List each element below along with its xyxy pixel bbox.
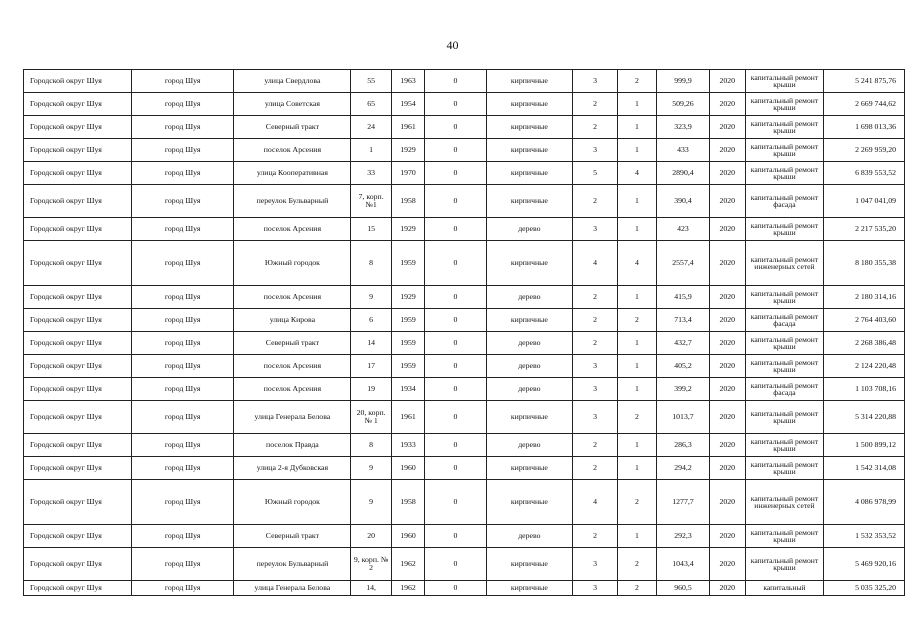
cell-city: город Шуя [131,70,233,93]
cell-work-type: капитальный ремонт крыши [745,139,824,162]
cell-plan-year: 2020 [710,116,745,139]
cell-wall-material: кирпичные [486,162,573,185]
cell-district: Городской округ Шуя [24,434,132,457]
cell-city: город Шуя [131,241,233,286]
cell-floors: 5 [573,162,618,185]
cell-plan-year: 2020 [710,401,745,434]
cell-area: 2890,4 [656,162,709,185]
cell-cost: 5 314 220,88 [824,401,905,434]
cell-year-built: 1970 [391,162,425,185]
cell-floors: 2 [573,309,618,332]
cell-wall-material: кирпичные [486,139,573,162]
cell-work-type: капитальный ремонт крыши [745,218,824,241]
cell-year-other: 0 [425,548,486,581]
cell-wall-material: кирпичные [486,70,573,93]
cell-area: 1043,4 [656,548,709,581]
cell-house-number: 14, [351,581,391,596]
page-number: 40 [446,38,459,52]
cell-city: город Шуя [131,185,233,218]
cell-wall-material: кирпичные [486,116,573,139]
cell-floors: 2 [573,93,618,116]
cell-district: Городской округ Шуя [24,332,132,355]
cell-city: город Шуя [131,457,233,480]
cell-cost: 5 469 920,16 [824,548,905,581]
cell-year-built: 1933 [391,434,425,457]
cell-entrances: 1 [617,185,656,218]
cell-entrances: 1 [617,434,656,457]
cell-city: город Шуя [131,355,233,378]
cell-district: Городской округ Шуя [24,286,132,309]
cell-house-number: 55 [351,70,391,93]
cell-wall-material: кирпичные [486,480,573,525]
cell-city: город Шуя [131,218,233,241]
table-row [24,355,905,378]
cell-cost: 2 669 744,62 [824,93,905,116]
cell-wall-material: дерево [486,355,573,378]
cell-area: 323,9 [656,116,709,139]
cell-entrances: 2 [617,309,656,332]
cell-wall-material: кирпичные [486,309,573,332]
cell-house-number: 7, корп. №1 [351,185,391,218]
cell-district: Городской округ Шуя [24,457,132,480]
cell-city: город Шуя [131,581,233,596]
cell-work-type: капитальный ремонт фасада [745,378,824,401]
table-row [24,162,905,185]
cell-plan-year: 2020 [710,480,745,525]
cell-year-built: 1934 [391,378,425,401]
cell-work-type: капитальный ремонт инженерных сетей [745,241,824,286]
cell-year-other: 0 [425,401,486,434]
cell-cost: 1 698 013,36 [824,116,905,139]
cell-cost: 6 839 553,52 [824,162,905,185]
cell-house-number: 8 [351,434,391,457]
cell-entrances: 4 [617,241,656,286]
cell-wall-material: дерево [486,378,573,401]
table-row [24,241,905,286]
cell-work-type: капитальный ремонт крыши [745,93,824,116]
cell-wall-material: кирпичные [486,93,573,116]
table-row [24,286,905,309]
cell-district: Городской округ Шуя [24,70,132,93]
table-row [24,70,905,93]
cell-house-number: 65 [351,93,391,116]
cell-district: Городской округ Шуя [24,162,132,185]
table-row [24,93,905,116]
cell-wall-material: дерево [486,434,573,457]
cell-year-other: 0 [425,525,486,548]
cell-year-built: 1958 [391,185,425,218]
housing-registry-table [23,69,905,596]
cell-house-number: 15 [351,218,391,241]
cell-city: город Шуя [131,139,233,162]
cell-cost: 1 542 314,08 [824,457,905,480]
cell-house-number: 9 [351,286,391,309]
cell-entrances: 1 [617,332,656,355]
cell-floors: 4 [573,480,618,525]
table-row [24,378,905,401]
cell-plan-year: 2020 [710,332,745,355]
table-row [24,480,905,525]
cell-house-number: 8 [351,241,391,286]
cell-cost: 5 035 325,20 [824,581,905,596]
cell-street: переулок Бульварный [234,185,351,218]
cell-floors: 2 [573,116,618,139]
cell-year-built: 1959 [391,241,425,286]
cell-city: город Шуя [131,434,233,457]
cell-city: город Шуя [131,401,233,434]
cell-year-built: 1961 [391,116,425,139]
cell-area: 423 [656,218,709,241]
table-row [24,218,905,241]
cell-year-built: 1929 [391,286,425,309]
cell-floors: 2 [573,434,618,457]
cell-city: город Шуя [131,286,233,309]
cell-cost: 2 269 959,20 [824,139,905,162]
cell-plan-year: 2020 [710,457,745,480]
cell-area: 713,4 [656,309,709,332]
cell-wall-material: кирпичные [486,241,573,286]
cell-district: Городской округ Шуя [24,378,132,401]
cell-house-number: 1 [351,139,391,162]
cell-cost: 8 180 355,38 [824,241,905,286]
cell-area: 292,3 [656,525,709,548]
cell-district: Городской округ Шуя [24,581,132,596]
cell-house-number: 24 [351,116,391,139]
cell-wall-material: дерево [486,332,573,355]
cell-year-built: 1958 [391,480,425,525]
cell-district: Городской округ Шуя [24,185,132,218]
cell-year-other: 0 [425,185,486,218]
cell-district: Городской округ Шуя [24,93,132,116]
cell-cost: 2 217 535,20 [824,218,905,241]
cell-year-built: 1961 [391,401,425,434]
cell-entrances: 4 [617,162,656,185]
cell-entrances: 2 [617,581,656,596]
cell-entrances: 1 [617,457,656,480]
cell-city: город Шуя [131,480,233,525]
cell-entrances: 2 [617,480,656,525]
cell-floors: 2 [573,457,618,480]
cell-cost: 1 500 899,12 [824,434,905,457]
cell-plan-year: 2020 [710,355,745,378]
cell-entrances: 1 [617,139,656,162]
cell-floors: 2 [573,286,618,309]
cell-year-built: 1960 [391,457,425,480]
cell-house-number: 20, корп. № 1 [351,401,391,434]
cell-house-number: 6 [351,309,391,332]
cell-year-built: 1960 [391,525,425,548]
table-row [24,139,905,162]
cell-area: 2557,4 [656,241,709,286]
cell-year-other: 0 [425,434,486,457]
cell-street: поселок Правда [234,434,351,457]
cell-floors: 3 [573,218,618,241]
cell-floors: 3 [573,139,618,162]
cell-house-number: 33 [351,162,391,185]
cell-house-number: 9 [351,457,391,480]
cell-year-built: 1929 [391,218,425,241]
cell-house-number: 17 [351,355,391,378]
cell-plan-year: 2020 [710,525,745,548]
cell-cost: 2 764 403,60 [824,309,905,332]
cell-district: Городской округ Шуя [24,241,132,286]
cell-area: 405,2 [656,355,709,378]
cell-district: Городской округ Шуя [24,355,132,378]
cell-plan-year: 2020 [710,241,745,286]
cell-area: 960,5 [656,581,709,596]
table-row [24,434,905,457]
cell-floors: 3 [573,548,618,581]
cell-city: город Шуя [131,309,233,332]
cell-district: Городской округ Шуя [24,139,132,162]
cell-district: Городской округ Шуя [24,548,132,581]
cell-year-built: 1959 [391,309,425,332]
cell-district: Городской округ Шуя [24,218,132,241]
cell-entrances: 1 [617,93,656,116]
cell-work-type: капитальный ремонт инженерных сетей [745,480,824,525]
cell-work-type: капитальный ремонт крыши [745,401,824,434]
table-row [24,309,905,332]
cell-cost: 4 086 978,99 [824,480,905,525]
cell-year-other: 0 [425,378,486,401]
cell-area: 390,4 [656,185,709,218]
cell-city: город Шуя [131,116,233,139]
cell-year-built: 1962 [391,581,425,596]
cell-city: город Шуя [131,162,233,185]
table-row [24,332,905,355]
cell-street: переулок Бульварный [234,548,351,581]
cell-floors: 3 [573,401,618,434]
cell-year-other: 0 [425,241,486,286]
cell-entrances: 2 [617,548,656,581]
cell-street: Северный тракт [234,116,351,139]
cell-plan-year: 2020 [710,378,745,401]
cell-entrances: 1 [617,355,656,378]
cell-wall-material: дерево [486,218,573,241]
cell-city: город Шуя [131,332,233,355]
cell-street: Южный городок [234,241,351,286]
cell-year-other: 0 [425,309,486,332]
cell-area: 286,3 [656,434,709,457]
cell-district: Городской округ Шуя [24,480,132,525]
cell-wall-material: дерево [486,286,573,309]
cell-plan-year: 2020 [710,70,745,93]
cell-street: Южный городок [234,480,351,525]
cell-year-other: 0 [425,355,486,378]
table-row [24,548,905,581]
cell-district: Городской округ Шуя [24,116,132,139]
cell-year-other: 0 [425,286,486,309]
table-row [24,185,905,218]
table-row [24,401,905,434]
cell-year-other: 0 [425,93,486,116]
cell-floors: 2 [573,525,618,548]
cell-plan-year: 2020 [710,434,745,457]
cell-work-type: капитальный ремонт крыши [745,457,824,480]
cell-floors: 3 [573,378,618,401]
cell-wall-material: кирпичные [486,581,573,596]
cell-street: улица Свердлова [234,70,351,93]
cell-floors: 2 [573,332,618,355]
cell-work-type: капитальный ремонт крыши [745,116,824,139]
cell-wall-material: кирпичные [486,548,573,581]
cell-house-number: 9, корп. № 2 [351,548,391,581]
cell-year-other: 0 [425,162,486,185]
cell-house-number: 14 [351,332,391,355]
cell-plan-year: 2020 [710,139,745,162]
cell-area: 294,2 [656,457,709,480]
cell-district: Городской округ Шуя [24,401,132,434]
cell-city: город Шуя [131,548,233,581]
cell-entrances: 1 [617,218,656,241]
cell-year-other: 0 [425,480,486,525]
table-row [24,116,905,139]
cell-area: 415,9 [656,286,709,309]
cell-plan-year: 2020 [710,218,745,241]
cell-house-number: 9 [351,480,391,525]
cell-cost: 2 268 386,48 [824,332,905,355]
cell-work-type: капитальный ремонт крыши [745,162,824,185]
cell-city: город Шуя [131,525,233,548]
cell-entrances: 1 [617,378,656,401]
table-row [24,457,905,480]
cell-work-type: капитальный [745,581,824,596]
cell-work-type: капитальный ремонт крыши [745,548,824,581]
cell-year-built: 1963 [391,70,425,93]
cell-year-built: 1959 [391,355,425,378]
cell-floors: 4 [573,241,618,286]
cell-work-type: капитальный ремонт фасада [745,309,824,332]
cell-work-type: капитальный ремонт крыши [745,332,824,355]
cell-area: 999,9 [656,70,709,93]
cell-city: город Шуя [131,93,233,116]
cell-street: Северный тракт [234,525,351,548]
cell-work-type: капитальный ремонт крыши [745,525,824,548]
cell-year-other: 0 [425,139,486,162]
cell-floors: 3 [573,581,618,596]
cell-wall-material: кирпичные [486,457,573,480]
cell-plan-year: 2020 [710,581,745,596]
cell-area: 399,2 [656,378,709,401]
registry-table-body [24,70,905,596]
cell-work-type: капитальный ремонт крыши [745,70,824,93]
table-row [24,525,905,548]
cell-work-type: капитальный ремонт фасада [745,185,824,218]
cell-year-other: 0 [425,116,486,139]
cell-work-type: капитальный ремонт крыши [745,355,824,378]
cell-plan-year: 2020 [710,162,745,185]
cell-cost: 2 124 220,48 [824,355,905,378]
cell-year-built: 1959 [391,332,425,355]
cell-street: улица 2-я Дубковская [234,457,351,480]
cell-floors: 2 [573,185,618,218]
cell-street: улица Кооперативная [234,162,351,185]
cell-year-other: 0 [425,581,486,596]
cell-wall-material: кирпичные [486,185,573,218]
cell-street: улица Генерала Белова [234,581,351,596]
cell-district: Городской округ Шуя [24,309,132,332]
cell-work-type: капитальный ремонт крыши [745,286,824,309]
cell-plan-year: 2020 [710,309,745,332]
cell-work-type: капитальный ремонт крыши [745,434,824,457]
cell-year-built: 1962 [391,548,425,581]
cell-year-other: 0 [425,332,486,355]
cell-street: улица Кирова [234,309,351,332]
cell-street: улица Генерала Белова [234,401,351,434]
cell-street: поселок Арсения [234,218,351,241]
cell-year-built: 1929 [391,139,425,162]
cell-house-number: 19 [351,378,391,401]
cell-street: Северный тракт [234,332,351,355]
cell-area: 432,7 [656,332,709,355]
cell-street: поселок Арсения [234,378,351,401]
cell-plan-year: 2020 [710,286,745,309]
cell-entrances: 1 [617,116,656,139]
cell-house-number: 20 [351,525,391,548]
cell-district: Городской округ Шуя [24,525,132,548]
cell-wall-material: дерево [486,525,573,548]
cell-area: 433 [656,139,709,162]
cell-street: поселок Арсения [234,355,351,378]
cell-area: 1013,7 [656,401,709,434]
cell-entrances: 2 [617,401,656,434]
cell-year-other: 0 [425,70,486,93]
cell-area: 1277,7 [656,480,709,525]
cell-cost: 2 180 314,16 [824,286,905,309]
cell-entrances: 2 [617,70,656,93]
cell-year-other: 0 [425,218,486,241]
cell-cost: 1 103 708,16 [824,378,905,401]
cell-plan-year: 2020 [710,93,745,116]
cell-street: поселок Арсения [234,139,351,162]
cell-plan-year: 2020 [710,185,745,218]
cell-entrances: 1 [617,525,656,548]
cell-year-other: 0 [425,457,486,480]
cell-cost: 1 532 353,52 [824,525,905,548]
cell-entrances: 1 [617,286,656,309]
cell-year-built: 1954 [391,93,425,116]
cell-wall-material: кирпичные [486,401,573,434]
table-row [24,581,905,596]
cell-plan-year: 2020 [710,548,745,581]
cell-street: улица Советская [234,93,351,116]
cell-city: город Шуя [131,378,233,401]
cell-floors: 3 [573,70,618,93]
cell-street: поселок Арсения [234,286,351,309]
cell-area: 509,26 [656,93,709,116]
cell-cost: 5 241 875,76 [824,70,905,93]
cell-floors: 3 [573,355,618,378]
cell-cost: 1 047 041,09 [824,185,905,218]
